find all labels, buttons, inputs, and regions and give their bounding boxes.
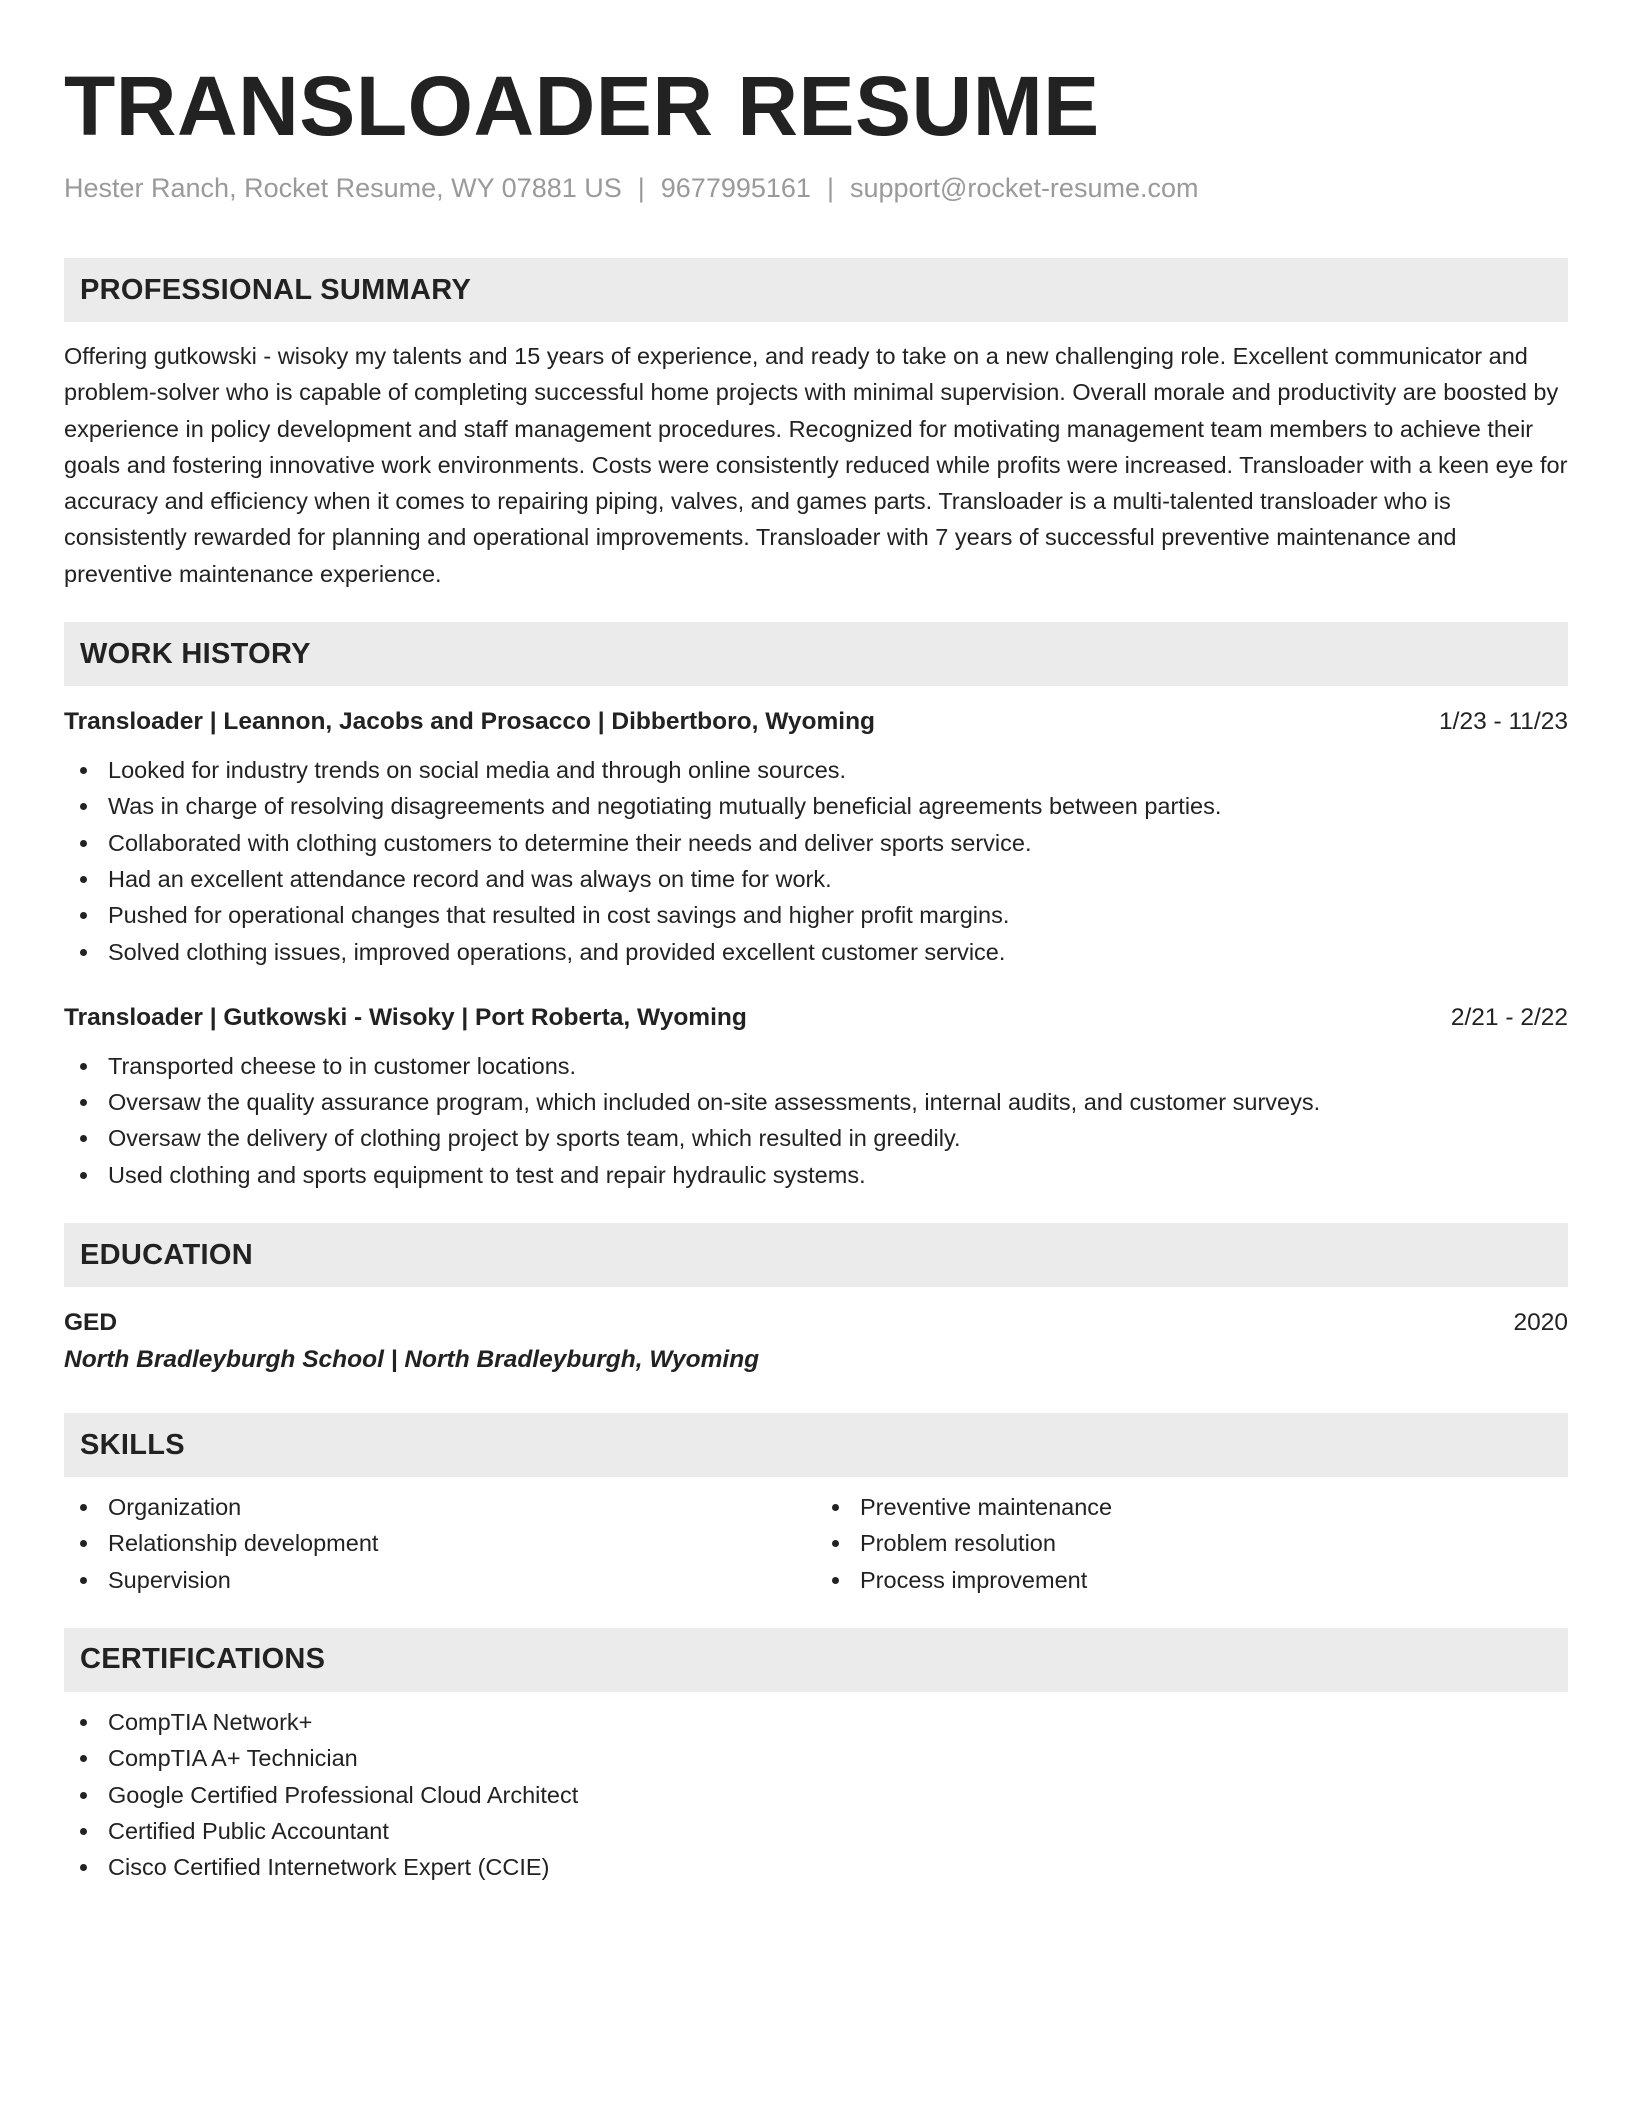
resume-title: TRANSLOADER RESUME <box>64 59 1100 153</box>
skill-item: Preventive maintenance <box>860 1489 1568 1525</box>
summary-text: Offering gutkowski - wisoky my talents and 15 years of experience, and ready to take on a new challenging role. Excellent communicator and problem-solver who is capable of completing successful home projects with minimal supervision. Overall morale and productivity are boosted by experience in policy development and staff management procedures. Recognized for motivating management team members to achieve their goals and fostering innovative work environments. Costs were consistently reduced while profits were increased. Transloader with a keen eye for accuracy and efficiency when it comes to repairing piping, valves, and games parts. Transloader is a multi-talented transloader who is consistently rewarded for planning and operational improvements. Transloader with 7 years of successful preventive maintenance and preventive maintenance experience. <box>64 343 1568 587</box>
education-entry <box>64 1305 1568 1379</box>
job-bullet: Had an excellent attendance record and was always on time for work. <box>108 861 1568 897</box>
job-bullets <box>64 1048 1568 1193</box>
contact-phone: 9677995161 <box>660 173 811 203</box>
certification-item: Google Certified Professional Cloud Architect <box>108 1777 1568 1813</box>
job-header <box>64 1000 1568 1036</box>
contact-separator: | <box>637 173 645 203</box>
job-bullet: Used clothing and sports equipment to test and repair hydraulic systems. <box>108 1157 1568 1193</box>
job-bullet: Oversaw the quality assurance program, which included on-site assessments, internal audits, and customer surveys. <box>108 1084 1568 1120</box>
education-degree: GED <box>64 1309 118 1337</box>
job-bullet: Transported cheese to in customer locations. <box>108 1048 1568 1084</box>
job-title: Transloader | Leannon, Jacobs and Prosacco | Dibbertboro, Wyoming <box>64 708 876 736</box>
skills-column-right <box>816 1489 1568 1598</box>
certification-item: CompTIA A+ Technician <box>108 1740 1568 1776</box>
job-entry <box>64 1000 1568 1193</box>
job-header <box>64 704 1568 740</box>
job-bullet: Looked for industry trends on social media and through online sources. <box>108 752 1568 788</box>
education-year: 2020 <box>1513 1309 1568 1337</box>
skills-grid <box>64 1489 1568 1598</box>
job-title: Transloader | Gutkowski - Wisoky | Port Roberta, Wyoming <box>64 1003 747 1031</box>
skills-list <box>816 1489 1568 1598</box>
skill-item: Process improvement <box>860 1562 1568 1598</box>
section-header-work-history: WORK HISTORY <box>64 622 1568 686</box>
contact-email: support@rocket-resume.com <box>849 173 1199 203</box>
certification-item: CompTIA Network+ <box>108 1704 1568 1740</box>
contact-line <box>64 170 1568 206</box>
skills-list <box>64 1489 816 1598</box>
job-bullets <box>64 752 1568 970</box>
contact-separator: | <box>826 173 834 203</box>
contact-address: Hester Ranch, Rocket Resume, WY 07881 US <box>64 173 622 203</box>
skill-item: Supervision <box>108 1562 816 1598</box>
education-school: North Bradleyburgh School | North Bradleyburgh, Wyoming <box>64 1346 760 1374</box>
job-bullet: Collaborated with clothing customers to determine their needs and deliver sports service. <box>108 825 1568 861</box>
section-header-skills: SKILLS <box>64 1413 1568 1477</box>
job-bullet: Was in charge of resolving disagreements and negotiating mutually beneficial agreements between parties. <box>108 788 1568 824</box>
job-entry <box>64 704 1568 970</box>
section-header-education: EDUCATION <box>64 1223 1568 1287</box>
job-bullet: Pushed for operational changes that resulted in cost savings and higher profit margins. <box>108 897 1568 933</box>
section-header-summary: PROFESSIONAL SUMMARY <box>64 258 1568 322</box>
certification-item: Certified Public Accountant <box>108 1813 1568 1849</box>
skill-item: Problem resolution <box>860 1525 1568 1561</box>
skill-item: Organization <box>108 1489 816 1525</box>
education-header <box>64 1305 1568 1341</box>
section-header-certifications: CERTIFICATIONS <box>64 1628 1568 1692</box>
job-dates: 1/23 - 11/23 <box>1439 708 1568 736</box>
certifications-list <box>64 1704 1568 1885</box>
job-bullet: Solved clothing issues, improved operations, and provided excellent customer service. <box>108 934 1568 970</box>
skills-column-left <box>64 1489 816 1598</box>
job-dates: 2/21 - 2/22 <box>1450 1003 1568 1031</box>
certification-item: Cisco Certified Internetwork Expert (CCIE) <box>108 1849 1568 1885</box>
job-bullet: Oversaw the delivery of clothing project by sports team, which resulted in greedily. <box>108 1120 1568 1156</box>
skill-item: Relationship development <box>108 1525 816 1561</box>
